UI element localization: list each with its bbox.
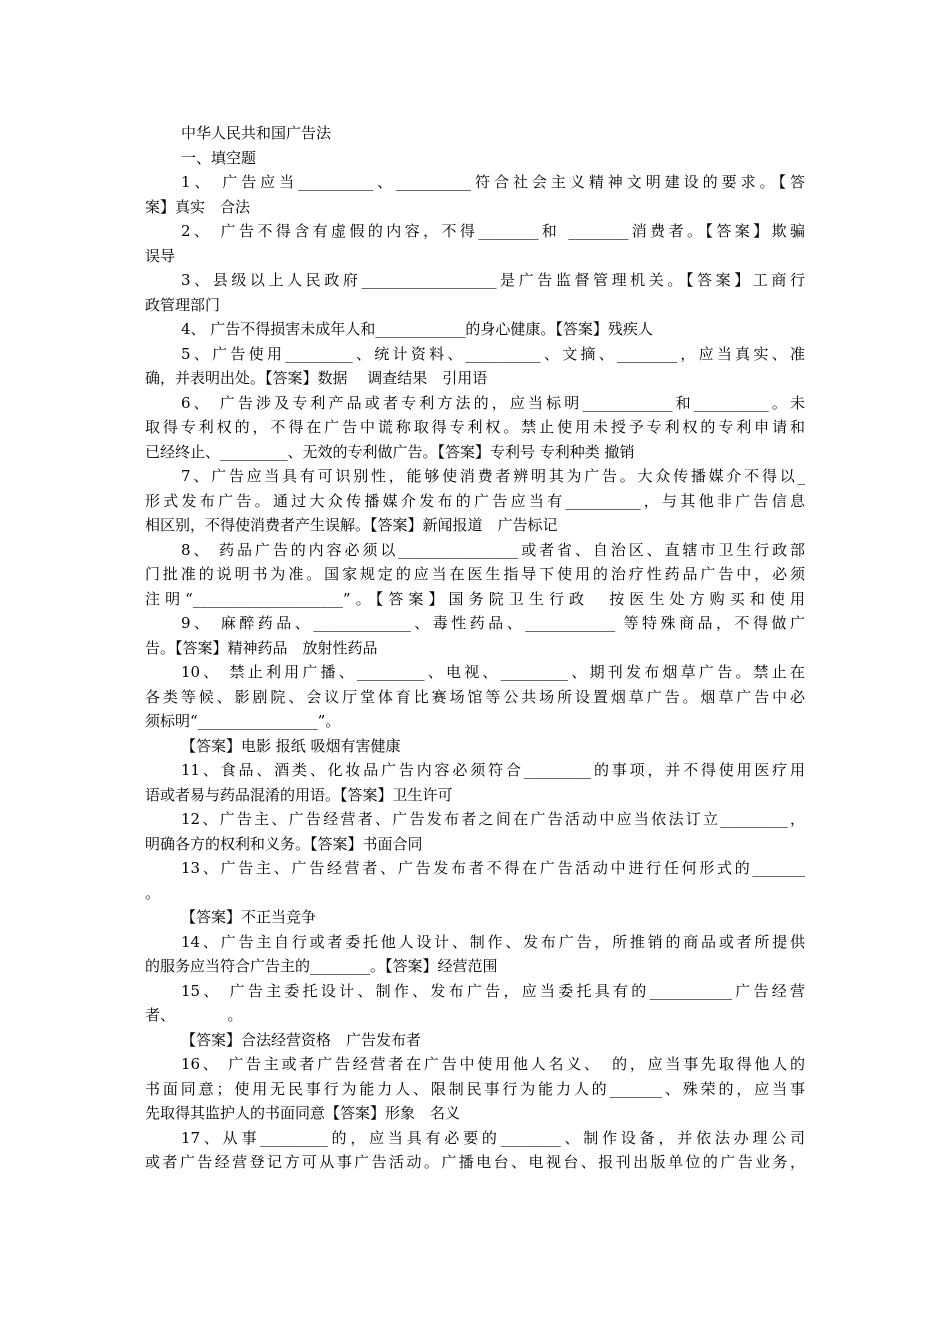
text-line: 案】真实 合法 <box>145 197 251 216</box>
text-line: 形式发布广告。通过大众传播媒介发布的广告应当有__________，与其他非广告信息 <box>145 491 805 510</box>
text-line: 须标明“________________”。 <box>145 712 341 730</box>
document-body <box>145 170 805 1175</box>
text-line: 14、广告主自行或者委托他人设计、制作、发布广告，所推销的商品或者所提供 <box>181 932 805 951</box>
text-line: 先取得其监护人的书面同意【答案】形象 名义 <box>145 1104 461 1122</box>
text-line: 相区别，不得使消费者产生误解。【答案】新闻报道 广告标记 <box>145 516 558 534</box>
text-line: 的服务应当符合广告主的________。【答案】经营范围 <box>145 957 498 975</box>
text-line: 【答案】不正当竞争 <box>181 908 317 926</box>
text-line: 13、广告主、广告经营者、广告发布者不得在广告活动中进行任何形式的_______ <box>181 859 805 877</box>
text-line: 注明“____________________”。【答案】国务院卫生行政 按医生处方购买和使用 <box>145 589 805 608</box>
text-line: 4、 广告不得损害未成年人和____________的身心健康。【答案】残疾人 <box>181 320 653 338</box>
text-line: 各类等候、影剧院、会议厅堂体育比赛场馆等公共场所设置烟草广告。烟草广告中必 <box>145 687 805 706</box>
text-line: 9、 麻醉药品、_____________、毒性药品、____________ 等特殊商品，不得做广 <box>181 614 805 632</box>
text-line: 3、县级以上人民政府__________________是广告监督管理机关。【答案】工商行 <box>181 271 805 289</box>
text-line: 确，并表明出处。【答案】数据 调查结果 引用语 <box>145 369 488 387</box>
text-line: 或者广告经营登记方可从事广告活动。广播电台、电视台、报刊出版单位的广告业务， <box>145 1153 805 1171</box>
text-line: 明确各方的权利和义务。【答案】书面合同 <box>145 834 423 853</box>
text-line: 8、 药品广告的内容必须以________________或者省、自治区、直辖市卫生行政部 <box>181 540 805 559</box>
text-line: 政管理部门 <box>145 295 221 314</box>
text-line: 1、 广告应当__________、__________符合社会主义精神文明建设的要求。【答 <box>181 173 805 191</box>
text-line: 者、 。 <box>145 1006 243 1024</box>
text-line: 门批准的说明书为准。国家规定的应当在医生指导下使用的治疗性药品广告中，必须 <box>145 565 805 583</box>
text-line: 。 <box>145 883 161 902</box>
text-line: 12、广告主、广告经营者、广告发布者之间在广告活动中应当依法订立_________， <box>181 810 805 828</box>
text-line: 已经终止、_________、无效的专利做广告。【答案】专利号 专利种类 撤销 <box>145 442 635 461</box>
text-line: 语或者易与药品混淆的用语。【答案】卫生许可 <box>145 785 453 804</box>
text-line: 7、广告应当具有可识别性，能够使消费者辨明其为广告。大众传播媒介不得以_ <box>181 467 805 485</box>
text-line: 10、 禁止利用广播、_________、电视、_________、期刊发布烟草广告。禁止在 <box>181 663 805 681</box>
document-title: 中华人民共和国广告法 <box>181 124 332 142</box>
text-line: 2、 广告不得含有虚假的内容，不得________和 ________消费者。【答案】欺骗 <box>181 222 805 240</box>
text-line: 书面同意；使用无民事行为能力人、限制民事行为能力人的_______、殊荣的，应当事 <box>145 1079 805 1098</box>
text-line: 误导 <box>145 246 176 265</box>
text-line: 【答案】合法经营资格 广告发布者 <box>181 1030 422 1049</box>
text-line: 16、 广告主或者广告经营者在广告中使用他人名义、 的，应当事先取得他人的 <box>181 1055 805 1073</box>
text-line: 6、 广告涉及专利产品或者专利方法的，应当标明____________和__________。未 <box>181 393 805 412</box>
text-line: 17、从事_________的，应当具有必要的________、制作设备，并依法办理公司 <box>181 1128 805 1147</box>
text-line: 15、 广告主委托设计、制作、发布广告，应当委托具有的___________广告经营 <box>181 981 805 1000</box>
text-line: 【答案】电影 报纸 吸烟有害健康 <box>181 736 401 755</box>
text-line: 5、广告使用_________、统计资料、__________、文摘、________，应当真实、准 <box>181 344 805 363</box>
section-heading: 一、填空题 <box>181 148 257 167</box>
text-line: 取得专利权的，不得在广告中谎称取得专利权。禁止使用未授予专利权的专利申请和 <box>145 418 805 436</box>
text-line: 告。【答案】精神药品 放射性药品 <box>145 638 378 657</box>
document-page <box>145 121 805 1175</box>
text-line: 11、食品、酒类、化妆品广告内容必须符合_________的事项，并不得使用医疗用 <box>181 761 805 779</box>
